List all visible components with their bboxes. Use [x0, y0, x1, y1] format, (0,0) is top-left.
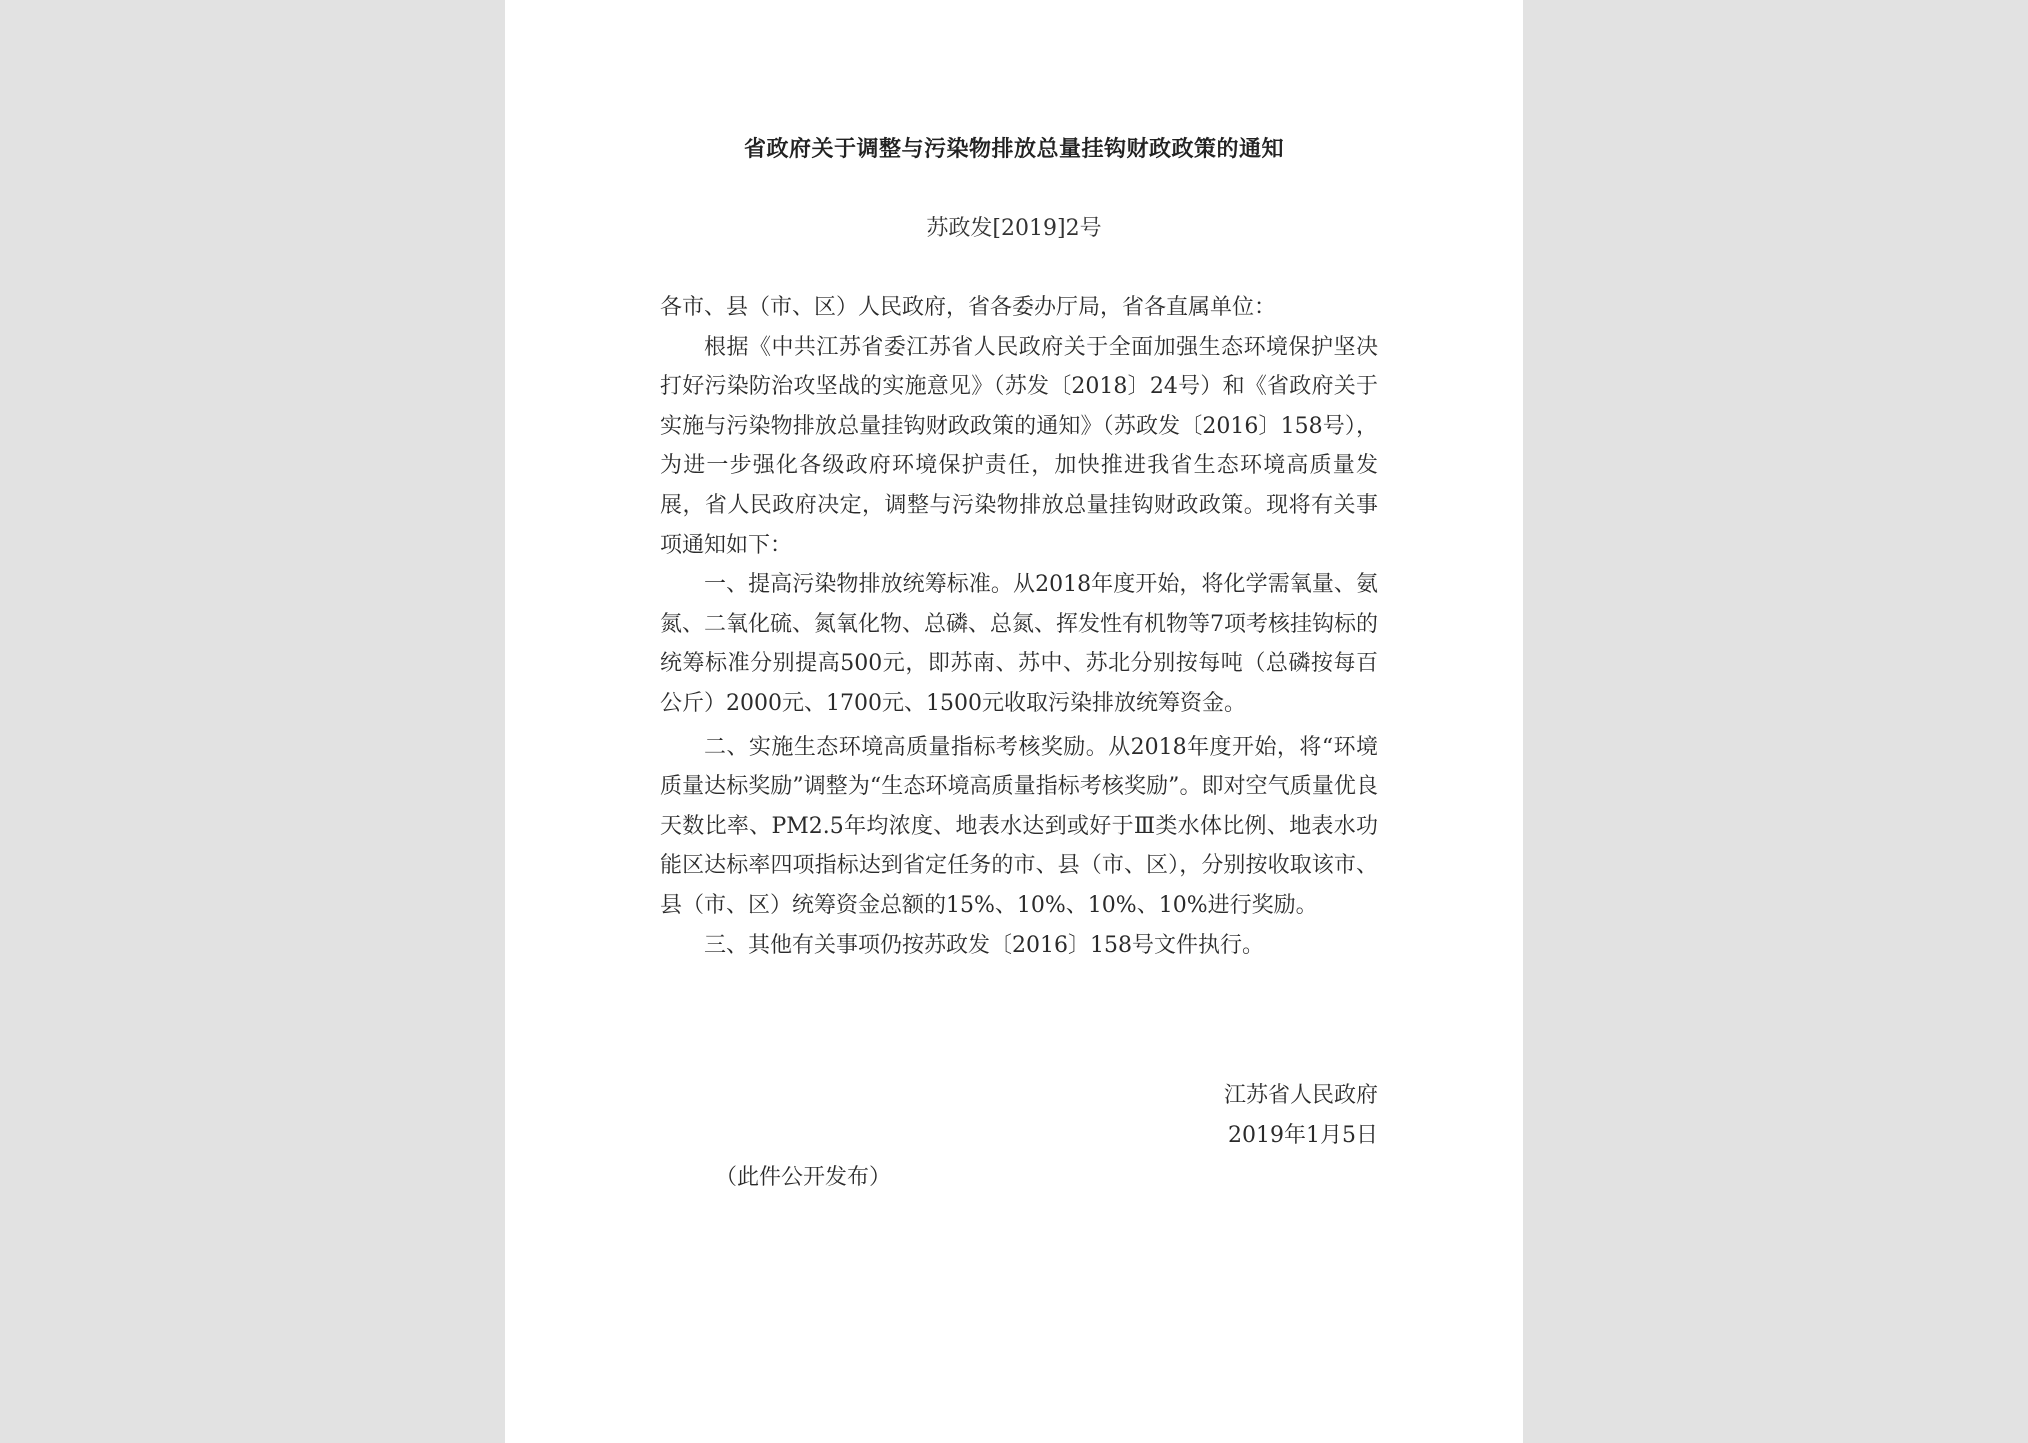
document-page	[505, 0, 1523, 1443]
paragraph-intro: 根据《中共江苏省委江苏省人民政府关于全面加强生态环境保护坚决打好污染防治攻坚战的实施意见》（苏发〔2018〕24号）和《省政府关于实施与污染物排放总量挂钩财政政策的通知》（苏政发〔2016〕158号），为进一步强化各级政府环境保护责任，加快推进我省生态环境高质量发展，省人民政府决定，调整与污染物排放总量挂钩财政政策。现将有关事项通知如下：	[660, 334, 1378, 558]
issue-date: 2019年1月5日	[1228, 1123, 1378, 1148]
document-title: 省政府关于调整与污染物排放总量挂钩财政政策的通知	[743, 136, 1284, 162]
publication-note: （此件公开发布）	[715, 1165, 892, 1190]
salutation: 各市、县（市、区）人民政府，省各委办厅局，省各直属单位：	[660, 295, 1277, 320]
paragraph-item-3: 三、其他有关事项仍按苏政发〔2016〕158号文件执行。	[704, 932, 1264, 958]
document-body	[660, 288, 1378, 965]
signatory: 江苏省人民政府	[1223, 1083, 1378, 1108]
document-number: 苏政发[2019]2号	[926, 216, 1102, 241]
paragraph-item-1: 一、提高污染物排放统筹标准。从2018年度开始，将化学需氧量、氨氮、二氧化硫、氮氧化物、总磷、总氮、挥发性有机物等7项考核挂钩标的统筹标准分别提高500元，即苏南、苏中、苏北分别按每吨（总磷按每百公斤）2000元、1700元、1500元收取污染排放统筹资金。	[660, 572, 1378, 716]
paragraph-item-2: 二、实施生态环境高质量指标考核奖励。从2018年度开始，将“环境质量达标奖励”调整为“生态环境高质量指标考核奖励”。即对空气质量优良天数比率、PM2.5年均浓度、地表水达到或好于Ⅲ类水体比例、地表水功能区达标率四项指标达到省定任务的市、县（市、区），分别按收取该市、县（市、区）统筹资金总额的15%、10%、10%、10%进行奖励。	[660, 734, 1378, 918]
